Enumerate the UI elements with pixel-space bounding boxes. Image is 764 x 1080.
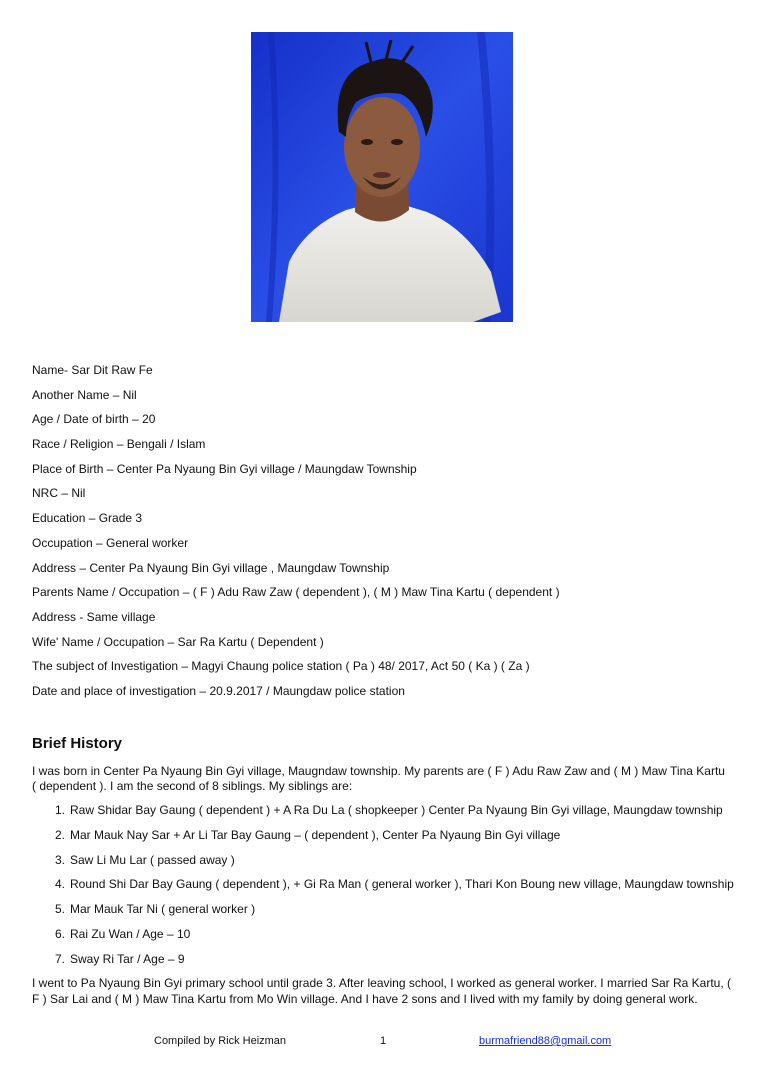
list-number: 4. <box>54 877 65 892</box>
list-item <box>32 852 742 877</box>
list-number: 7. <box>54 951 65 966</box>
list-text: Sway Ri Tar / Age – 9 <box>70 951 185 966</box>
field-parents: Parents Name / Occupation – ( F ) Adu Raw Zaw ( dependent ), ( M ) Maw Tina Kartu ( dependent ) <box>32 585 560 600</box>
list-item <box>32 951 742 976</box>
list-number: 3. <box>54 852 65 867</box>
field-occupation: Occupation – General worker <box>32 535 189 550</box>
field-name: Name- Sar Dit Raw Fe <box>32 363 153 377</box>
field-address: Address – Center Pa Nyaung Bin Gyi village , Maungdaw Township <box>32 560 390 575</box>
list-text: Mar Mauk Nay Sar + Ar Li Tar Bay Gaung – ( dependent ), Center Pa Nyaung Bin Gyi village <box>70 827 561 842</box>
list-number: 2. <box>54 827 65 842</box>
list-item <box>32 926 742 951</box>
list-number: 5. <box>54 902 65 917</box>
history-closing-paragraph: I went to Pa Nyaung Bin Gyi primary school until grade 3. After leaving school, I worked as general worker. I married Sar Ra Kartu, ( F ) Sar Lai and ( M ) Maw Tina Kartu from Mo Win village. And I have 2 sons and I lived with my family by doing general work. <box>32 976 731 1006</box>
field-wife: Wife' Name / Occupation – Sar Ra Kartu ( Dependent ) <box>32 634 324 649</box>
field-investigation-date-place: Date and place of investigation – 20.9.2017 / Maungdaw police station <box>32 683 405 698</box>
footer-compiled-by: Compiled by Rick Heizman <box>154 1035 287 1047</box>
siblings-list <box>32 802 742 976</box>
footer-email-link[interactable]: burmafriend88@gmail.com <box>479 1035 612 1047</box>
portrait-photo <box>251 32 513 322</box>
list-text: Saw Li Mu Lar ( passed away ) <box>70 852 235 867</box>
field-place-of-birth: Place of Birth – Center Pa Nyaung Bin Gyi village / Maungdaw Township <box>32 461 417 476</box>
list-item <box>32 901 742 926</box>
field-education: Education – Grade 3 <box>32 511 143 526</box>
personal-details <box>32 362 742 708</box>
field-parents-address: Address - Same village <box>32 609 156 624</box>
list-text: Raw Shidar Bay Gaung ( dependent ) + A Ra Du La ( shopkeeper ) Center Pa Nyaung Bin Gyi village, Maungdaw township <box>70 803 723 817</box>
field-investigation-subject: The subject of Investigation – Magyi Chaung police station ( Pa ) 48/ 2017, Act 50 ( Ka ) ( Za ) <box>32 659 530 674</box>
list-item <box>32 876 742 901</box>
list-text: Rai Zu Wan / Age – 10 <box>70 926 191 941</box>
list-text: Round Shi Dar Bay Gaung ( dependent ), + Gi Ra Man ( general worker ), Thari Kon Boung new village, Maungdaw township <box>70 877 734 892</box>
list-item <box>32 827 742 852</box>
history-intro-paragraph: I was born in Center Pa Nyaung Bin Gyi village, Maugndaw township. My parents are ( F ) Adu Raw Zaw and ( M ) Maw Tina Kartu ( dependent ). I am the second of 8 siblings. My siblings are: <box>32 764 725 793</box>
field-race-religion: Race / Religion – Bengali / Islam <box>32 437 206 452</box>
face <box>344 97 420 197</box>
field-nrc: NRC – Nil <box>32 486 86 501</box>
list-number: 6. <box>54 926 65 941</box>
footer-page-number: 1 <box>380 1035 387 1047</box>
portrait-illustration <box>251 32 513 322</box>
list-item <box>32 802 742 827</box>
list-number: 1. <box>54 803 65 817</box>
field-another-name: Another Name – Nil <box>32 387 137 402</box>
section-heading-brief-history: Brief History <box>32 735 123 752</box>
field-age: Age / Date of birth – 20 <box>32 412 156 427</box>
list-text: Mar Mauk Tar Ni ( general worker ) <box>70 902 256 917</box>
